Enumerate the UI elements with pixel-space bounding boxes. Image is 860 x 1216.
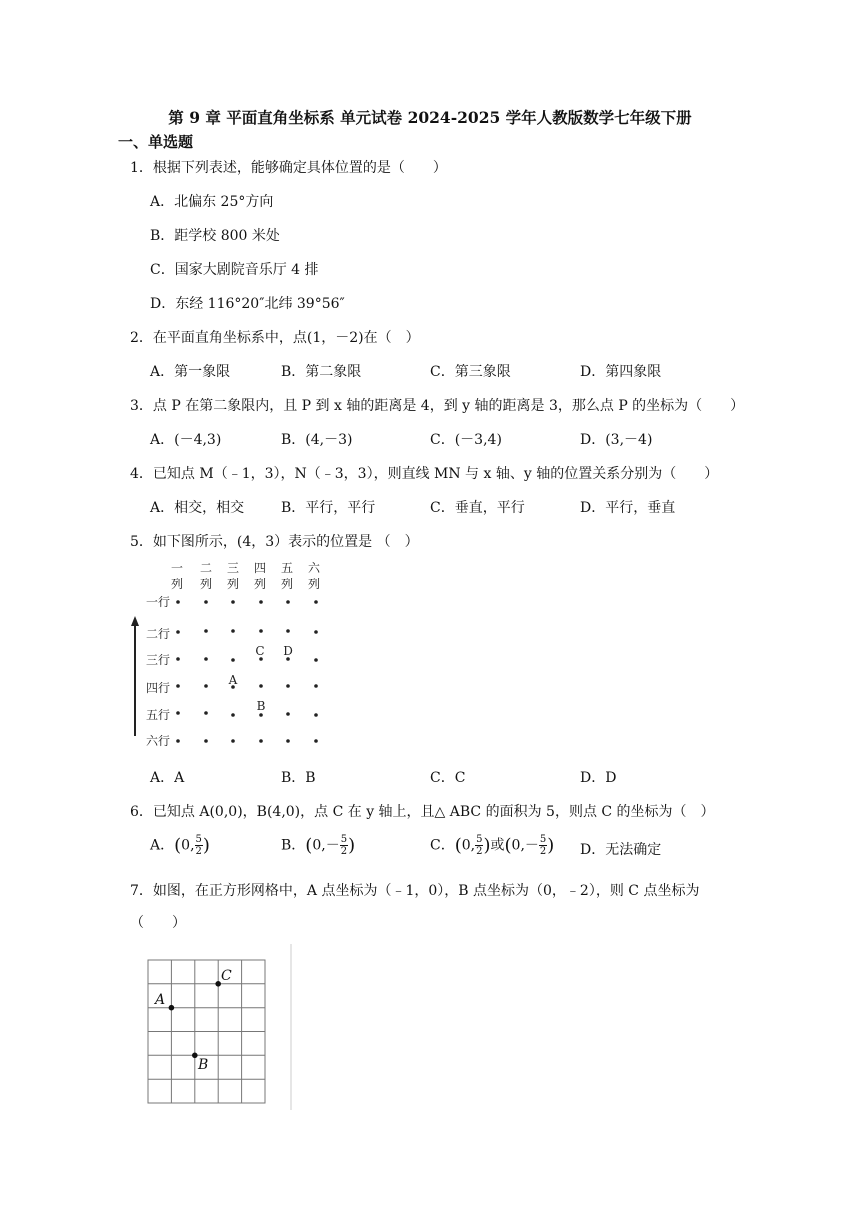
question-7-stem-cont: （ ） (130, 915, 186, 931)
option-c-label: C． (430, 837, 455, 854)
point-label-b: B (256, 699, 266, 713)
square-grid-figure (140, 940, 300, 1115)
question-5-option-d: D．D (580, 770, 617, 786)
question-1-stem: 1．根据下列表述，能够确定具体位置的是（ ） (130, 160, 447, 176)
col-bottom-4: 列 (253, 577, 267, 591)
minus-sign: － (325, 837, 340, 854)
section-heading: 一、单选题 (118, 133, 194, 151)
col-bottom-2: 列 (199, 577, 213, 591)
up-arrow-icon (131, 616, 139, 626)
row-label-1: 一行 (146, 595, 171, 609)
question-1-option-b: B．距学校 800 米处 (150, 228, 280, 244)
fraction-five-halves: $\frac{5}{2}$ (476, 834, 483, 857)
grid-label-c: C (221, 968, 232, 984)
question-6-option-a: A．(0, $\frac{5}{2}$ ) (150, 834, 210, 857)
col-top-1: 一 (170, 561, 184, 575)
col-bottom-1: 列 (170, 577, 184, 591)
fraction-five-halves: $\frac{5}{2}$ (340, 834, 348, 857)
question-2-option-b: B．第二象限 (281, 364, 362, 380)
grid-label-b: B (198, 1057, 209, 1073)
col-top-6: 六 (307, 561, 321, 575)
question-5-stem: 5．如下图所示，(4，3）表示的位置是 （ ） (130, 534, 419, 550)
question-4-option-a: A．相交，相交 (150, 500, 245, 516)
coord-zero: 0, (511, 837, 525, 854)
grid-label-a: A (155, 992, 166, 1008)
seat-grid-figure (120, 558, 340, 758)
col-bottom-6: 列 (307, 577, 321, 591)
point-label-c: C (255, 644, 265, 658)
coord-zero: 0, (181, 837, 195, 854)
row-label-4: 四行 (146, 681, 171, 695)
minus-sign: － (524, 837, 539, 854)
fraction-five-halves: $\frac{5}{2}$ (195, 834, 202, 857)
question-7-stem: 7．如图，在正方形网格中，A 点坐标为（﹣1，0），B 点坐标为（0，﹣2），则 C 点坐标为 (130, 883, 700, 899)
grid-point-a (169, 1005, 175, 1011)
question-6-stem: 6．已知点 A(0,0)，B(4,0)，点 C 在 y 轴上，且△ ABC 的面积为 5，则点 C 的坐标为（ ） (130, 804, 715, 820)
col-top-5: 五 (280, 561, 294, 575)
option-b-label: B． (281, 837, 306, 854)
option-a-label: A． (150, 837, 175, 854)
col-top-2: 二 (199, 561, 213, 575)
question-4-stem: 4．已知点 M（﹣1，3），N（﹣3，3），则直线 MN 与 x 轴、y 轴的位置关系分别为（ ） (130, 466, 719, 482)
question-6-option-b: B．(0,－ $\frac{5}{2}$ ) (281, 834, 356, 857)
col-bottom-3: 列 (226, 577, 240, 591)
question-1-option-c: C．国家大剧院音乐厅 4 排 (150, 262, 319, 278)
coord-zero: 0, (461, 837, 476, 854)
question-3-option-c: C．(－3,4) (430, 432, 502, 448)
row-label-2: 二行 (146, 627, 171, 641)
question-5-option-a: A．A (150, 770, 185, 786)
question-5-option-c: C．C (430, 770, 466, 786)
question-3-stem: 3．点 P 在第二象限内，且 P 到 x 轴的距离是 4，到 y 轴的距离是 3，那么点 P 的坐标为（ ） (130, 398, 745, 414)
question-2-option-a: A．第一象限 (150, 364, 231, 380)
question-4-option-d: D．平行，垂直 (580, 500, 676, 516)
or-word: 或 (490, 837, 505, 854)
question-5-option-b: B．B (281, 770, 316, 786)
question-1-option-a: A．北偏东 25°方向 (150, 194, 274, 210)
point-label-a: A (228, 673, 238, 687)
row-label-3: 三行 (146, 653, 171, 667)
coord-zero: 0, (312, 837, 326, 854)
question-6-option-d: D．无法确定 (580, 842, 662, 858)
question-3-option-b: B．(4,－3) (281, 432, 353, 448)
fraction-five-halves: $\frac{5}{2}$ (539, 834, 547, 857)
question-2-stem: 2．在平面直角坐标系中，点(1，－2)在（ ） (130, 330, 420, 346)
page-title: 第 9 章 平面直角坐标系 单元试卷 2024-2025 学年人教版数学七年级下册 (168, 108, 692, 127)
grid-point-b (192, 1053, 198, 1059)
grid-lines (148, 960, 265, 1103)
question-4-option-b: B．平行，平行 (281, 500, 376, 516)
col-top-4: 四 (253, 561, 267, 575)
col-top-3: 三 (226, 561, 240, 575)
question-2-option-d: D．第四象限 (580, 364, 662, 380)
question-1-option-d: D．东经 116°20″北纬 39°56″ (150, 296, 345, 312)
row-label-5: 五行 (146, 708, 171, 722)
question-2-option-c: C．第三象限 (430, 364, 511, 380)
question-4-option-c: C．垂直，平行 (430, 500, 525, 516)
question-3-option-a: A．(－4,3) (150, 432, 222, 448)
question-6-option-c: C．(0, $\frac{5}{2}$ )或(0,－ $\frac{5}{2}$ ) (430, 834, 555, 857)
row-label-6: 六行 (146, 734, 171, 748)
col-bottom-5: 列 (280, 577, 294, 591)
seat-dots (176, 600, 318, 743)
question-3-option-d: D．(3,－4) (580, 432, 653, 448)
point-label-d: D (283, 644, 293, 658)
